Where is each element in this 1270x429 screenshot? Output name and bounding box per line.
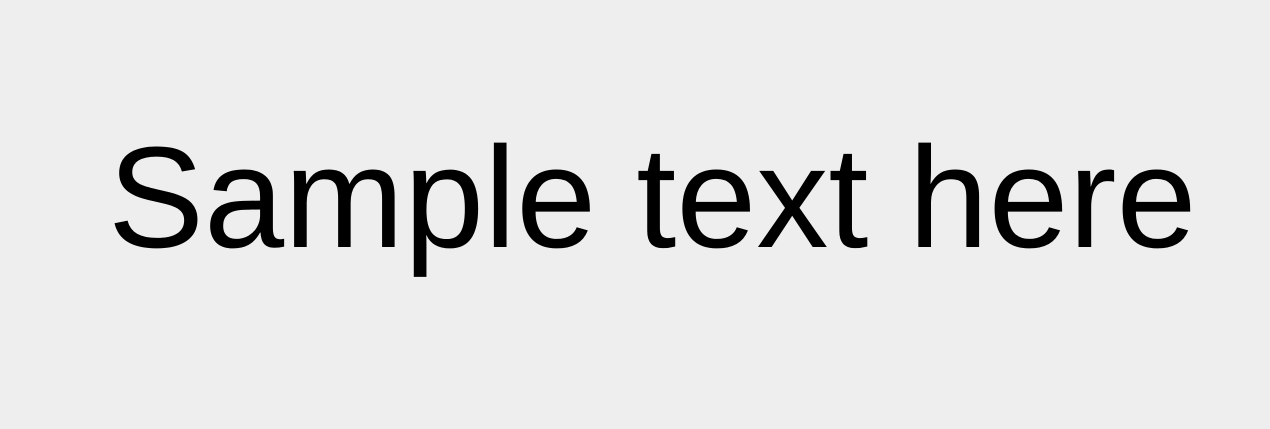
sample-text: Sample text here [108,117,1197,278]
